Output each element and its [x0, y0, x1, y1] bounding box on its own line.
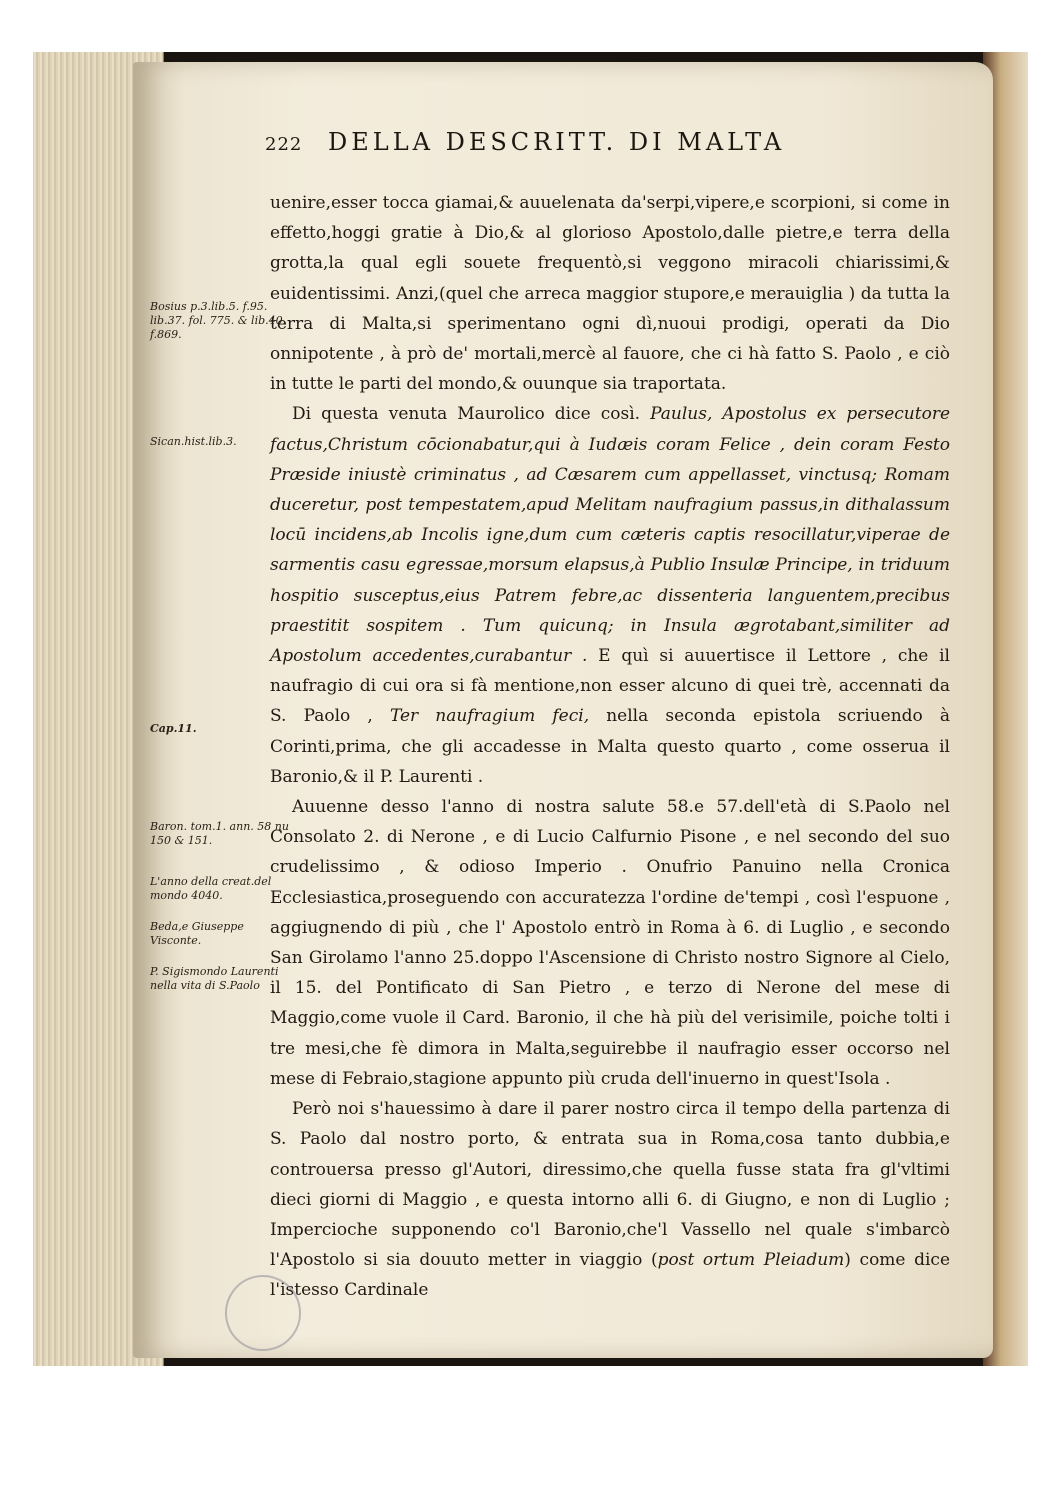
page-number: 222 [265, 134, 303, 155]
latin-quote-pleiadum: post ortum Pleiadum [657, 1250, 845, 1271]
latin-quote-ter: Ter naufragium feci, [389, 706, 590, 727]
body-text [270, 188, 950, 1306]
margin-note-sican: Sican.hist.lib.3. [150, 435, 237, 448]
paragraph-4 [270, 1094, 950, 1305]
margin-note-cap: Cap.11. [150, 722, 197, 735]
paragraph-1: uenire,esser tocca giamai,& auuelenata da'serpi,vipere,e scorpioni, si come in effetto,hoggi gratie à Dio,& al glorioso Apostolo,dalle pietre,e terra della grotta,la qual egli souete frequentò,si veggono miracoli chiarissimi,& euidentissimi. Anzi,(quel che arreca maggior stupore,e merauiglia ) da tutta la terra di Malta,si sperimentano ogni dì,nuoui prodigi, operati da Dio onnipotente , à prò de' mortali,mercè al fauore, che ci hà fatto S. Paolo , e ciò in tutte le parti del mondo,& ouunque sia traportata. [270, 193, 950, 395]
margin-note-laurenti: P. Sigismondo Laurenti nella vita di S.Paolo [150, 965, 279, 992]
margin-note-beda: Beda,e Giuseppe Visconte. [150, 920, 244, 947]
paragraph-2-end-b: nella seconda epistola scriuendo à Corinti,prima, che gli accadesse in Malta questo quarto , come osserua il Baronio,& il P. Laurenti . [270, 706, 951, 787]
paragraph-2 [270, 399, 950, 792]
margin-note-bosius: Bosius p.3.lib.5. f.95. lib.37. fol. 775. & lib.40. f.869. [150, 300, 287, 341]
paragraph-2-intro: Di questa venuta Maurolico dice così. [292, 404, 641, 425]
margin-note-anno: L'anno della creat.del mondo 4040. [150, 875, 272, 902]
paragraph-2-end-a: E quì si auuertisce il Lettore , che il naufragio di cui ora si fà mentione,non esser alcuno di quei trè, accennati da S. Paolo , [270, 646, 950, 727]
paragraph-4-a: Però noi s'hauessimo à dare il parer nostro circa il tempo della partenza di S. Paolo dal nostro porto, & entrata sua in Roma,cosa tanto dubbia,e controuersa presso gl'Autori, diressimo,che quella fusse stata fra gl'vltimi dieci giorni di Maggio , e questa intorno alli 6. di Giugno, e non di Luglio ; Impercioche supponendo co'l Baronio,che'l Vassello nel quale s'imbarcò l'Apostolo si sia douuto metter in viaggio ( [270, 1099, 950, 1271]
running-title: DELLA DESCRITT. DI MALTA [328, 128, 786, 156]
running-header [265, 128, 785, 156]
margin-note-baron: Baron. tom.1. ann. 58 nu 150 & 151. [150, 820, 289, 847]
latin-quote-maurolico: Paulus, Apostolus ex persecutore factus,Christum cōcionabatur,qui à Iudæis coram Felice , dein coram Festo Præside iniustè criminatus , ad Cæsarem cum appellasset, vinctusq; Romam duceretur, post tempestatem,apud Melitam naufragium passus,in dithalassum locū incidens,ab Incolis igne,dum cum cæteris captis resocillatur,viperae de sarmentis casu egressae,morsum elapsus,à Publio Insulæ Principe, in triduum hospitio susceptus,eius Patrem febre,ac dissenteria languentem,precibus praestitit sospitem . Tum quicunq; in Insula ægrotabant,similiter ad Apostolum accedentes,curabantur . [270, 404, 951, 667]
paragraph-3: Auuenne desso l'anno di nostra salute 58.e 57.dell'età di S.Paolo nel Consolato 2. di Nerone , e di Lucio Calfurnio Pisone , e nel secondo del suo crudelissimo , & odioso Imperio . Onufrio Panuino nella Cronica Ecclesiastica,proseguendo con accuratezza l'ordine de'tempi , così l'espuone , aggiugnendo di più , che l' Apostolo entrò in Roma à 6. di Luglio , e secondo San Girolamo l'anno 25.doppo l'Ascensione di Christo nostro Signore al Cielo, il 15. del Pontificato di San Pietro , e terzo di Nerone del mese di Maggio,come vuole il Card. Baronio, il che hà più del verisimile, poiche tolti i tre mesi,che fè dimora in Malta,seguirebbe il naufragio esser occorso nel mese di Febraio,stagione appunto più cruda dell'inuerno in quest'Isola . [270, 797, 950, 1089]
paragraph-4-b: ) come dice l'istesso Cardinale [270, 1250, 951, 1301]
